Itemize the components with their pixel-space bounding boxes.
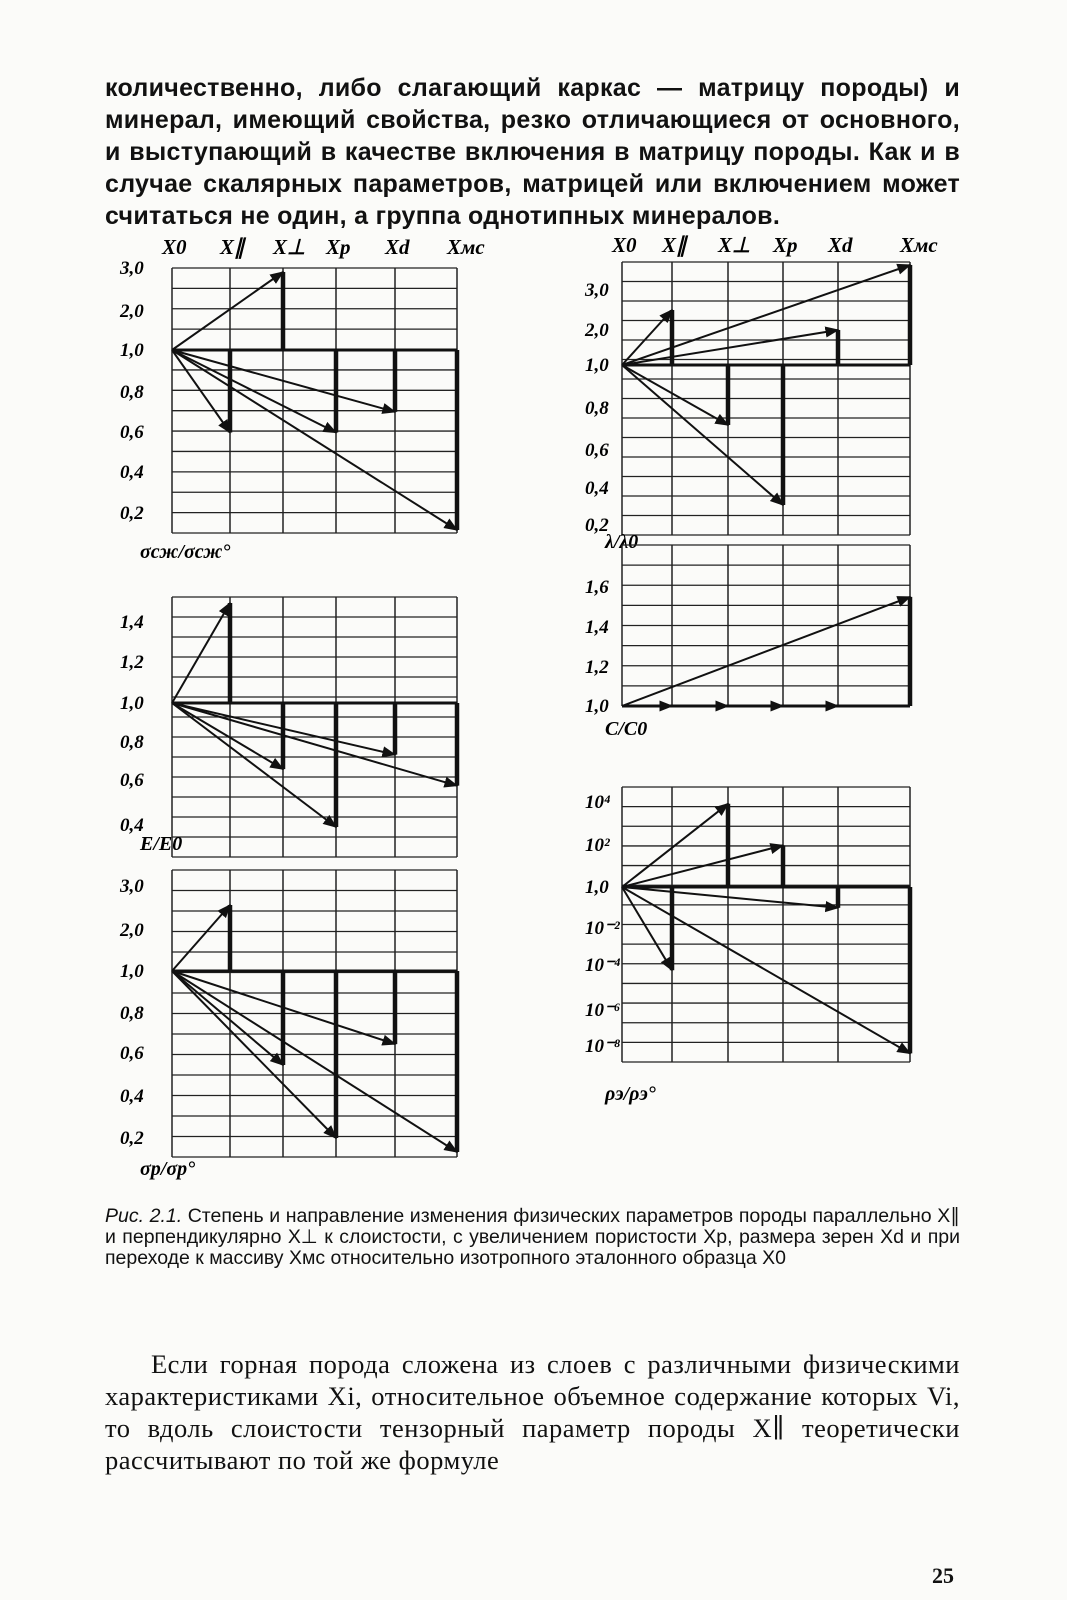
tick-label: 2,0: [585, 320, 609, 341]
chart-panel-3: [119, 870, 457, 1180]
tick-label: 1,4: [585, 617, 609, 638]
chart-panel-6: [585, 787, 910, 1105]
tick-label: 10⁻⁴: [585, 955, 621, 976]
data-arrow: [172, 272, 283, 350]
tick-label: 1,2: [120, 652, 144, 673]
tick-label: 0,2: [585, 515, 609, 536]
data-arrow: [172, 350, 336, 433]
tick-label: 1,0: [585, 877, 609, 898]
tick-label: 0,4: [585, 478, 609, 499]
tick-label: 3,0: [120, 258, 144, 279]
tick-label: 1,0: [585, 696, 609, 717]
tick-label: 10⁴: [585, 792, 611, 813]
axis-label: C/C0: [605, 718, 648, 740]
tick-label: 0,6: [120, 1043, 144, 1064]
data-arrow: [172, 350, 457, 530]
column-label: X∥: [662, 233, 687, 257]
tick-label: 1,0: [120, 340, 144, 361]
column-label: Xмс: [900, 233, 938, 257]
data-arrow: [622, 887, 672, 970]
tick-label: 0,4: [120, 462, 144, 483]
intro-text: количественно, либо слагающий каркас — матрицу породы) и минерал, имеющий свойства, резко отличающиеся от основного, и выступающий в качестве включения в матрицу породы. Как и в случае скалярных параметров, матрицей или включением может считаться не один, а группа однотипных минералов.: [105, 74, 960, 230]
column-label: X⊥: [718, 233, 751, 257]
tick-label: 0,8: [585, 398, 609, 419]
data-arrow: [622, 365, 783, 505]
axis-label: σсж/σсж°: [140, 541, 231, 563]
tick-label: 0,4: [120, 815, 144, 836]
tick-label: 0,2: [120, 1128, 144, 1149]
data-arrow: [172, 971, 283, 1065]
axis-label: E/E0: [140, 833, 183, 855]
data-arrow: [622, 265, 910, 365]
data-arrow: [172, 703, 457, 786]
page-number: 25: [932, 1563, 954, 1588]
tick-label: 0,4: [120, 1086, 144, 1107]
tick-label: 0,8: [120, 732, 144, 753]
figure-caption: [105, 1206, 960, 1269]
tick-label: 10⁻²: [585, 918, 620, 939]
tick-label: 2,0: [120, 920, 144, 941]
body-paragraph: [105, 1348, 960, 1476]
data-arrow: [622, 365, 728, 425]
chart-panel-4: [584, 262, 910, 553]
tick-label: 1,0: [120, 961, 144, 982]
column-label: Xp: [773, 233, 798, 257]
column-label: Xp: [326, 235, 351, 259]
data-arrow: [622, 887, 910, 1053]
tick-label: 0,8: [120, 1003, 144, 1024]
caption-text: Степень и направление изменения физических параметров породы параллельно X∥ и перпендикулярно X⊥ к слоистости, с увеличением пористости Xp, размера зерен Xd и при переходе к массиву Xмс относительно изотропного эталонного образца X0: [105, 1205, 960, 1269]
tick-label: 1,6: [585, 577, 609, 598]
body-text: Если горная порода сложена из слоев с различными физическими характеристиками Xi, относительное объемное содержание которых Vi, то вдоль слоистости тензорный параметр породы X∥ теоретически рассчитывают по той же формуле: [105, 1349, 960, 1475]
column-label: Xd: [828, 233, 853, 257]
data-arrow: [622, 597, 910, 706]
tick-label: 0,6: [120, 770, 144, 791]
tick-label: 0,6: [120, 422, 144, 443]
column-label: X0: [162, 235, 187, 259]
tick-label: 3,0: [585, 280, 609, 301]
tick-label: 0,2: [120, 503, 144, 524]
tick-label: 2,0: [120, 301, 144, 322]
tick-label: 10⁻⁶: [585, 1000, 621, 1021]
data-arrow: [172, 905, 230, 971]
tick-label: 1,4: [120, 612, 144, 633]
column-label: X∥: [220, 235, 245, 259]
tick-label: 0,8: [120, 382, 144, 403]
data-arrow: [172, 350, 230, 433]
tick-label: 0,6: [585, 440, 609, 461]
column-label: Xмс: [447, 235, 485, 259]
caption-prefix: Рис. 2.1.: [105, 1205, 183, 1227]
tick-label: 1,0: [120, 693, 144, 714]
tick-label: 10⁻⁸: [585, 1036, 621, 1057]
axis-label: σp/σp°: [140, 1158, 196, 1180]
tick-label: 10²: [585, 835, 610, 856]
chart-panel-1: [119, 258, 457, 563]
chart-panel-2: [120, 597, 457, 857]
data-arrow: [172, 603, 230, 703]
tick-label: 3,0: [120, 876, 144, 897]
column-label: X⊥: [273, 235, 306, 259]
axis-label: λ/λ0: [605, 531, 639, 553]
tick-label: 1,2: [585, 657, 609, 678]
data-arrow: [172, 703, 283, 769]
data-arrow: [172, 971, 457, 1152]
column-label: X0: [612, 233, 637, 257]
column-label: Xd: [385, 235, 410, 259]
axis-label: ρэ/ρэ°: [605, 1083, 656, 1105]
tick-label: 1,0: [585, 355, 609, 376]
chart-panel-5: [585, 545, 910, 740]
